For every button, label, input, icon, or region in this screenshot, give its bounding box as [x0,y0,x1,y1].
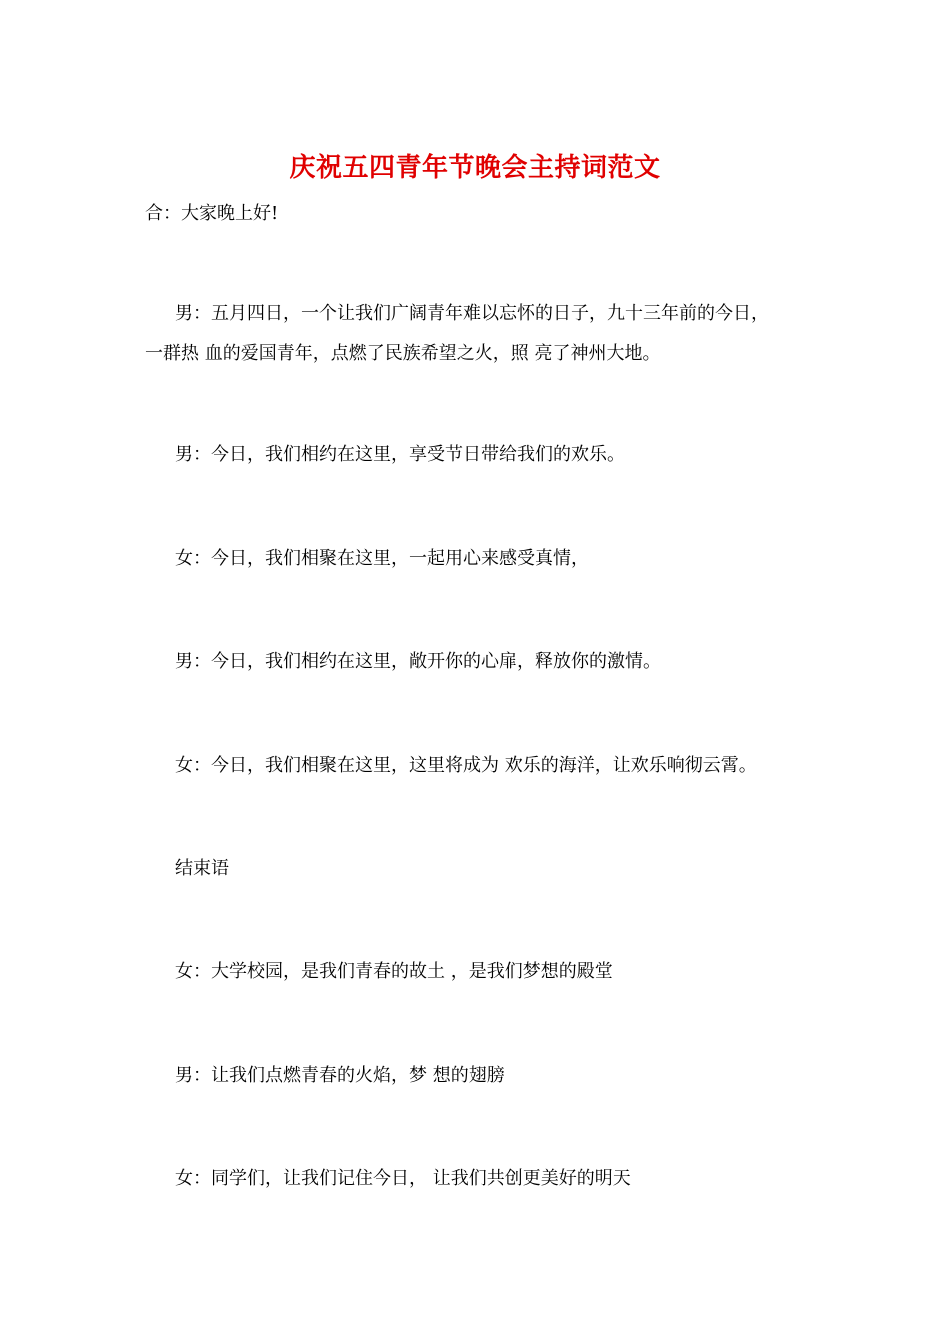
paragraph-1-line-2: 一群热 血的爱国青年，点燃了民族希望之火，照 亮了神州大地。 [145,343,661,364]
opening-line: 合：大家晚上好! [145,203,279,224]
paragraph-1-line-1: 男：五月四日，一个让我们广阔青年难以忘怀的日子，九十三年前的今日， [175,303,769,324]
document-title: 庆祝五四青年节晚会主持词范文 [289,153,661,183]
paragraph-6: 女：大学校园，是我们青春的故土 ，是我们梦想的殿堂 [175,961,613,982]
paragraph-4: 男：今日，我们相约在这里，敞开你的心扉，释放你的激情。 [175,651,661,672]
paragraph-3: 女：今日，我们相聚在这里，一起用心来感受真情， [175,548,589,569]
paragraph-2: 男：今日，我们相约在这里，享受节日带给我们的欢乐。 [175,444,625,465]
paragraph-7: 男：让我们点燃青春的火焰，梦 想的翅膀 [175,1065,505,1086]
paragraph-8: 女：同学们，让我们记住今日， 让我们共创更美好的明天 [175,1168,631,1189]
closing-heading: 结束语 [175,858,229,879]
paragraph-5: 女：今日，我们相聚在这里，这里将成为 欢乐的海洋，让欢乐响彻云霄。 [175,755,757,776]
